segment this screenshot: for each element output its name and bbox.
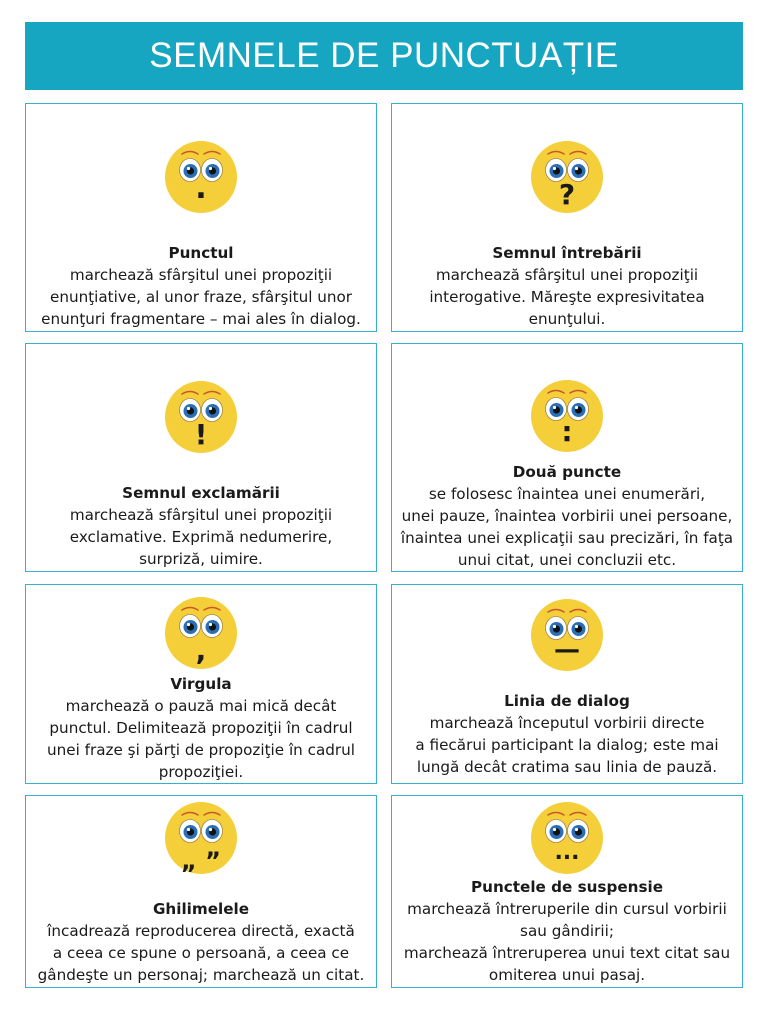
punctuation-mark: — xyxy=(554,635,580,665)
quotes-face-icon xyxy=(164,801,238,875)
title-banner xyxy=(25,22,743,90)
card-ghilimelele xyxy=(25,795,377,988)
card-title: Linia de dialog xyxy=(504,692,630,710)
question-face-icon xyxy=(530,140,604,214)
exclamation-face-icon xyxy=(164,380,238,454)
card-linia-de-dialog xyxy=(391,584,743,784)
ellipsis-face-icon xyxy=(530,801,604,875)
card-description: marchează o pauză mai mică decât punctul. Delimitează propoziţii în cadrul unei fraze şi părţi de propoziţie în cadrul propoziţiei. xyxy=(46,697,356,781)
punctuation-mark: : xyxy=(561,415,573,448)
card-description: marchează începutul vorbirii directe a fiecărui participant la dialog; este mai lungă decât cratima sau linia de pauză. xyxy=(415,714,719,776)
punctuation-mark: . xyxy=(195,171,207,206)
card-semnul-exclamarii xyxy=(25,343,377,572)
card-title: Semnul întrebării xyxy=(492,244,642,262)
card-title: Virgula xyxy=(170,675,232,693)
punctuation-mark: , xyxy=(195,634,207,667)
dash-face-icon xyxy=(530,598,604,672)
comma-face-icon xyxy=(164,596,238,670)
card-title: Două puncte xyxy=(512,463,622,481)
punctuation-mark: ? xyxy=(558,178,576,211)
punctuation-mark: ! xyxy=(194,418,208,451)
card-virgula xyxy=(25,584,377,784)
colon-face-icon xyxy=(530,379,604,453)
period-face-icon xyxy=(164,140,238,214)
card-punctul xyxy=(25,103,377,332)
card-title: Punctul xyxy=(168,244,234,262)
card-description: marchează sfârşitul unei propoziţii exclamative. Exprimă nedumerire, surpriză, uimire. xyxy=(69,506,333,568)
card-description: se folosesc înaintea unei enumerări, unei pauze, înaintea vorbirii unei persoane, înaintea unei explicaţii sau precizări, în faţa unui citat, unei concluzii etc. xyxy=(400,485,734,569)
card-title: Punctele de suspensie xyxy=(471,878,663,896)
card-description: marchează sfârşitul unei propoziţii interogative. Măreşte expresivitatea enunţului. xyxy=(429,266,705,328)
card-title: Semnul exclamării xyxy=(122,484,280,502)
card-semnul-intrebarii xyxy=(391,103,743,332)
punctuation-mark: ... xyxy=(554,840,580,865)
card-description: marchează întreruperile din cursul vorbirii sau gândirii; marchează întreruperea unui text citat sau omiterea unui pasaj. xyxy=(403,900,731,984)
card-description: marchează sfârşitul unei propoziţii enunţiative, al unor fraze, sfârşitul unor enunţuri fragmentare – mai ales în dialog. xyxy=(41,266,361,328)
card-description: încadrează reproducerea directă, exactă a ceea ce spune o persoană, a ceea ce gândeşte un personaj; marchează un citat. xyxy=(37,922,365,984)
card-title: Ghilimelele xyxy=(152,900,250,918)
card-doua-puncte xyxy=(391,343,743,572)
page-title: SEMNELE DE PUNCTUAȚIE xyxy=(149,36,619,75)
card-punctele-de-suspensie xyxy=(391,795,743,988)
punctuation-mark: „ ” xyxy=(181,847,221,875)
